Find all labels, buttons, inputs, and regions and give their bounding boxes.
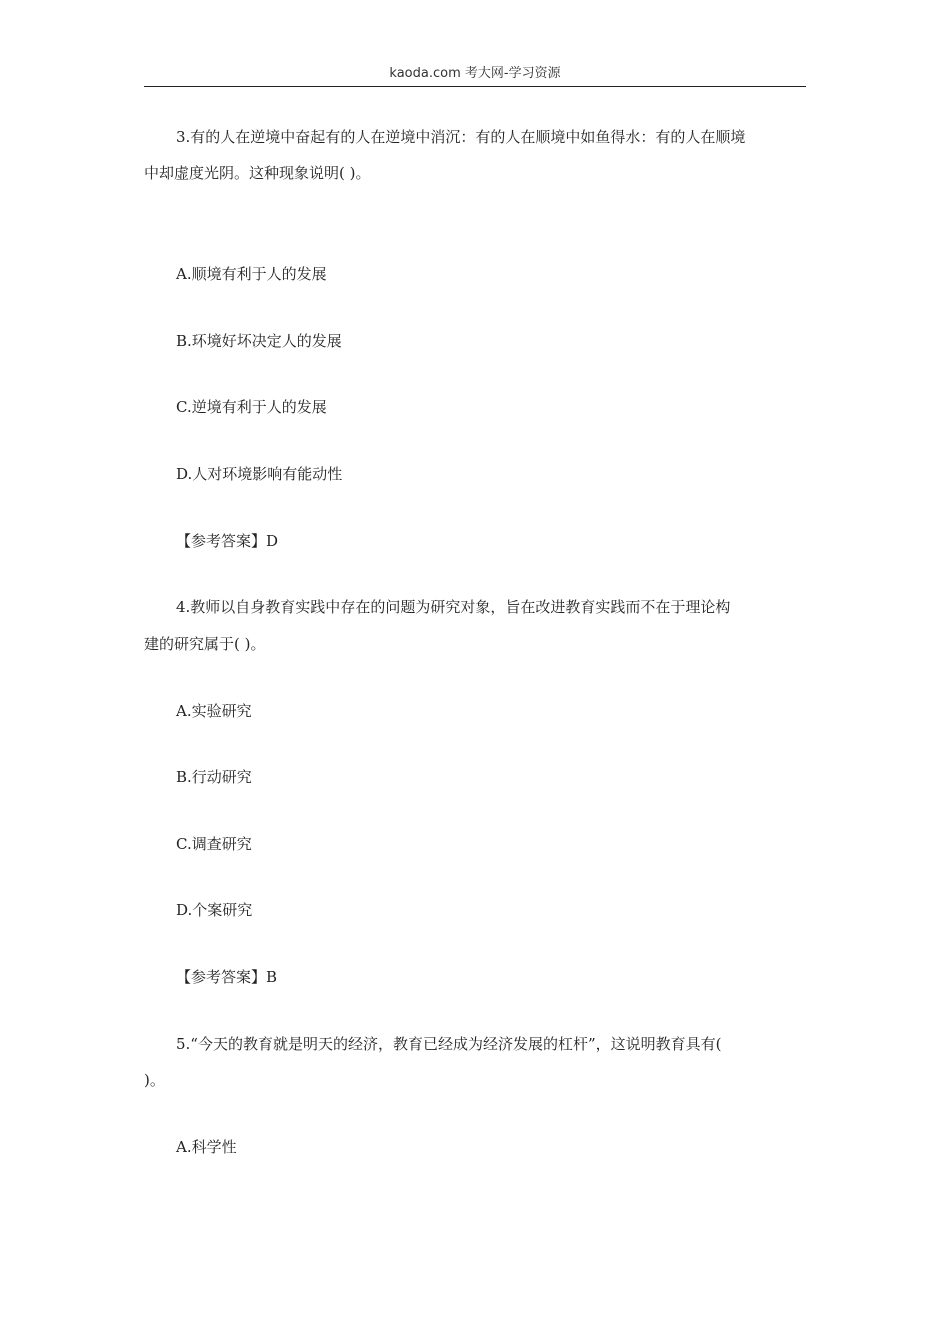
- q5-stem-line1: 5.“今天的教育就是明天的经济，教育已经成为经济发展的杠杆”，这说明教育具有(: [176, 1035, 722, 1053]
- q3-stem-line1: 3.有的人在逆境中奋起有的人在逆境中消沉：有的人在顺境中如鱼得水：有的人在顺境: [176, 128, 746, 146]
- q3-option-d: D.人对环境影响有能动性: [176, 465, 343, 483]
- q3-option-b: B.环境好坏决定人的发展: [176, 332, 342, 350]
- header-text: kaoda.com 考大网-学习资源: [389, 66, 561, 81]
- q4-option-b: B.行动研究: [176, 768, 252, 786]
- q4-answer: 【参考答案】B: [176, 968, 278, 986]
- q3-answer: 【参考答案】D: [176, 532, 279, 550]
- q4-option-c: C.调查研究: [176, 835, 252, 853]
- q3-option-a: A.顺境有利于人的发展: [176, 265, 327, 283]
- q4-option-a: A.实验研究: [176, 702, 252, 720]
- q5-option-a: A.科学性: [176, 1138, 237, 1156]
- q4-stem-line1: 4.教师以自身教育实践中存在的问题为研究对象，旨在改进教育实践而不在于理论构: [176, 598, 731, 616]
- q3-option-c: C.逆境有利于人的发展: [176, 398, 327, 416]
- q3-stem-line2: 中却虚度光阴。这种现象说明( )。: [144, 164, 371, 182]
- page-header: [144, 62, 806, 87]
- q4-option-d: D.个案研究: [176, 901, 253, 919]
- q4-stem-line2: 建的研究属于( )。: [144, 635, 266, 653]
- q5-stem-line2: )。: [144, 1071, 165, 1089]
